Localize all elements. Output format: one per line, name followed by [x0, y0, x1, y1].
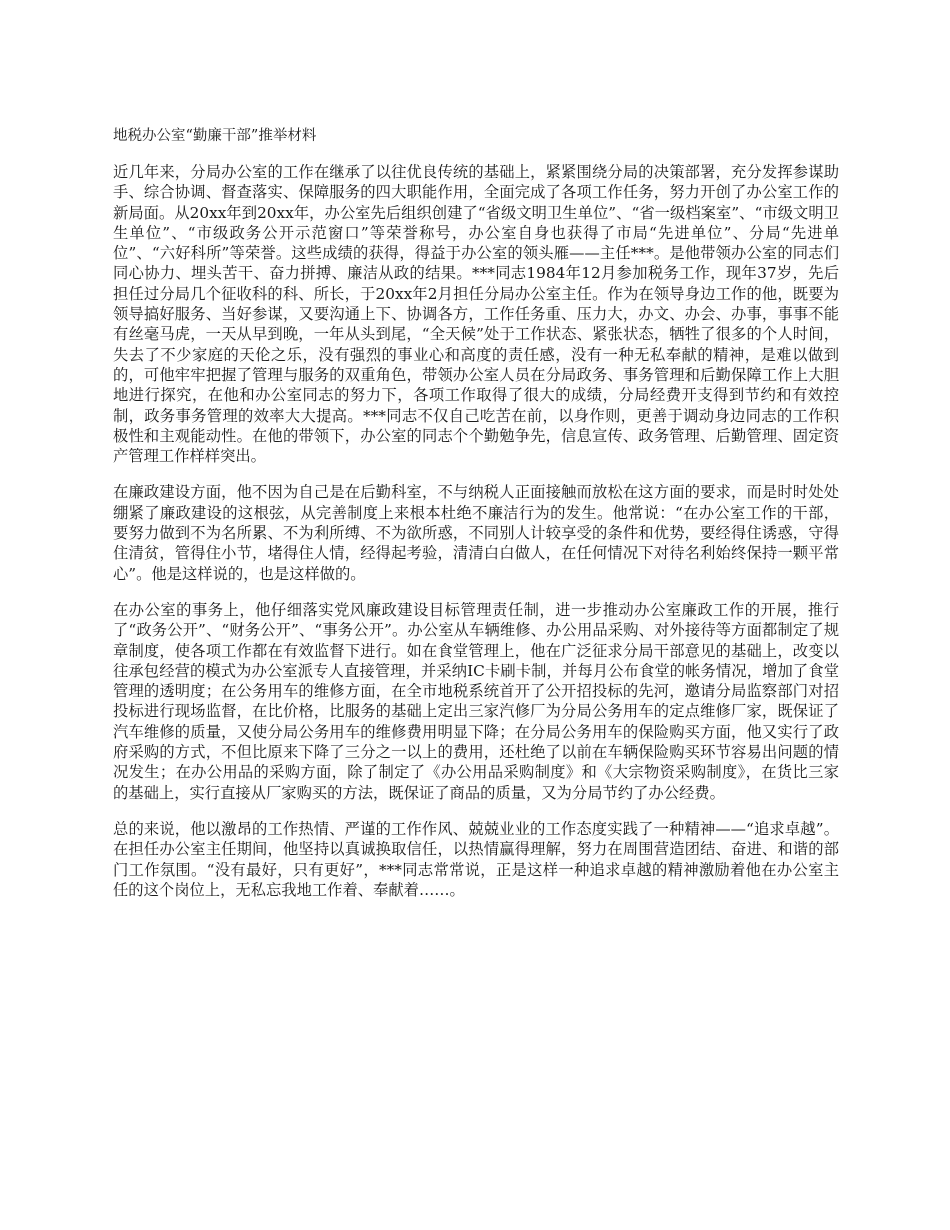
paragraph-integrity: 在廉政建设方面，他不因为自己是在后勤科室，不与纳税人正面接触而放松在这方面的要求，而是时时处处绷紧了廉政建设的这根弦，从完善制度上来根本杜绝不廉洁行为的发生。他常说：“在办公室工作的干部，要努力做到不为名所累、不为利所缚、不为欲所惑，不同别人计较享受的条件和优势，要经得住诱惑，守得住清贫，管得住小节，堵得住人情，经得起考验，清清白白做人，在任何情况下对待名利始终保持一颗平常心”。他是这样说的，也是这样做的。 — [113, 483, 839, 583]
document-page — [113, 126, 839, 916]
paragraph-summary: 总的来说，他以激昂的工作热情、严谨的工作作风、兢兢业业的工作态度实践了一种精神——“追求卓越”。在担任办公室主任期间，他坚持以真诚换取信任，以热情赢得理解，努力在周围营造团结、奋进、和谐的部门工作氛围。“没有最好，只有更好”，***同志常常说，正是这样一种追求卓越的精神激励着他在办公室主任的这个岗位上，无私忘我地工作着、奉献着……。 — [113, 819, 839, 899]
paragraph-intro: 近几年来，分局办公室的工作在继承了以往优良传统的基础上，紧紧围绕分局的决策部署，充分发挥参谋助手、综合协调、督查落实、保障服务的四大职能作用，全面完成了各项工作任务，努力开创了办公室工作的新局面。从20xx年到20xx年，办公室先后组织创建了“省级文明卫生单位”、“省一级档案室”、“市级文明卫生单位”、“市级政务公开示范窗口”等荣誉称号，办公室自身也获得了市局“先进单位”、分局“先进单位”、“六好科所”等荣誉。这些成绩的获得，得益于办公室的领头雁——主任***。是他带领办公室的同志们同心协力、埋头苦干、奋力拼搏、廉洁从政的结果。***同志1984年12月参加税务工作，现年37岁，先后担任过分局几个征收科的科、所长，于20xx年2月担任分局办公室主任。作为在领导身边工作的他，既要为领导搞好服务、当好参谋，又要沟通上下、协调各方，工作任务重、压力大，办文、办会、办事，事事不能有丝毫马虎，一天从早到晚，一年从头到尾，“全天候”处于工作状态、紧张状态，牺牲了很多的个人时间，失去了不少家庭的天伦之乐，没有强烈的事业心和高度的责任感，没有一种无私奉献的精神，是难以做到的，可他牢牢把握了管理与服务的双重角色，带领办公室人员在分局政务、事务管理和后勤保障工作上大胆地进行探究，在他和办公室同志的努力下，各项工作取得了很大的成绩，分局经费开支得到节约和有效控制，政务事务管理的效率大大提高。***同志不仅自己吃苦在前，以身作则，更善于调动身边同志的工作积极性和主观能动性。在他的带领下，办公室的同志个个勤勉争先，信息宣传、政务管理、后勤管理、固定资产管理工作样样突出。 — [113, 163, 839, 466]
paragraph-office-affairs: 在办公室的事务上，他仔细落实党风廉政建设目标管理责任制，进一步推动办公室廉政工作的开展，推行了“政务公开”、“财务公开”、“事务公开”。办公室从车辆维修、办公用品采购、对外接待等方面都制定了规章制度，使各项工作都在有效监督下进行。如在食堂管理上，他在广泛征求分局干部意见的基础上，改变以往承包经营的模式为办公室派专人直接管理，并采纳IC卡刷卡制，并每月公布食堂的帐务情况，增加了食堂管理的透明度；在公务用车的维修方面，在全市地税系统首开了公开招投标的先河，邀请分局监察部门对招投标进行现场监督，在比价格，比服务的基础上定出三家汽修厂为分局公务用车的定点维修厂家，既保证了汽车维修的质量，又使分局公务用车的维修费用明显下降；在分局公务用车的保险购买方面，他又实行了政府采购的方式，不但比原来下降了三分之一以上的费用，还杜绝了以前在车辆保险购买环节容易出问题的情况发生；在办公用品的采购方面，除了制定了《办公用品采购制度》和《大宗物资采购制度》，在货比三家的基础上，实行直接从厂家购买的方法，既保证了商品的质量，又为分局节约了办公经费。 — [113, 600, 839, 802]
document-title: 地税办公室“勤廉干部”推举材料 — [113, 128, 317, 144]
